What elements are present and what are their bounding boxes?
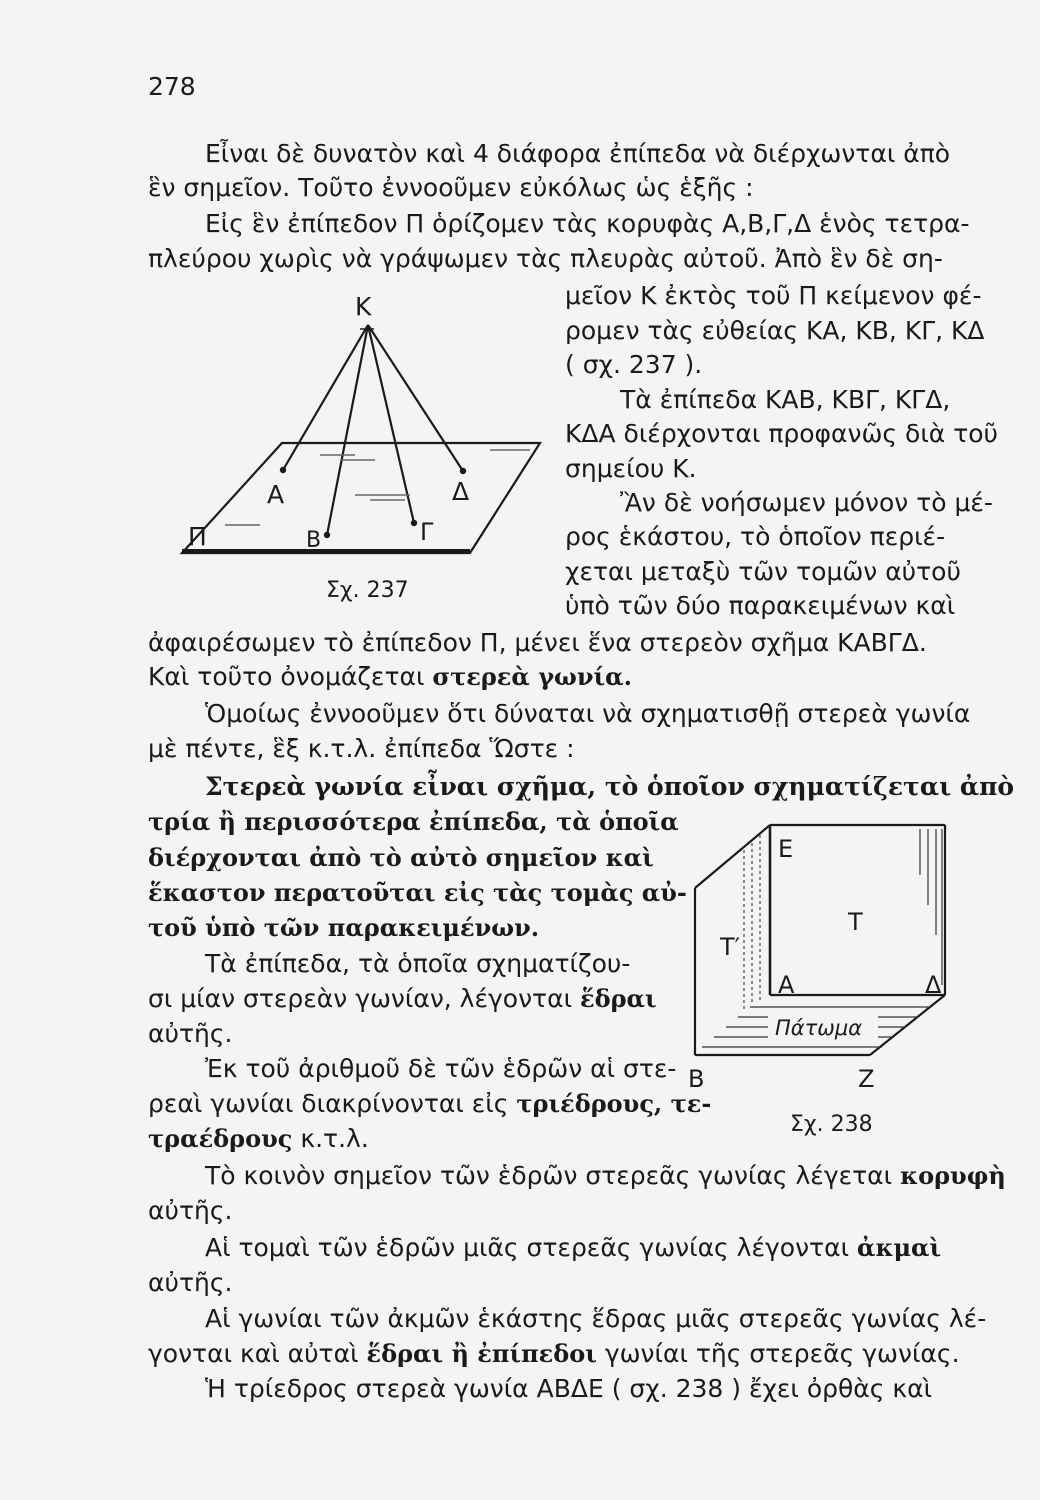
label-b: Β xyxy=(306,528,322,553)
text-line: Τὰ ἐπίπεδα, τὰ ὁποῖα σχηματίζου- xyxy=(205,949,631,978)
text-span: γωνίαι τῆς στερεᾶς γωνίας. xyxy=(604,1339,960,1368)
figure-238-caption: Σχ. 238 xyxy=(790,1112,873,1137)
text-line: μεῖον Κ ἐκτὸς τοῦ Π κείμενον φέ- xyxy=(565,281,982,310)
bold-term-vertex: κορυφὴ xyxy=(900,1161,1006,1190)
text-line: Εἶναι δὲ δυνατὸν καὶ 4 διάφορα ἐπίπεδα νὰ διέρχωνται ἀπὸ xyxy=(205,139,951,168)
text-line: ἀφαιρέσωμεν τὸ ἐπίπεδον Π, μένει ἕνα στερεὸν σχῆμα ΚΑΒΓΔ. xyxy=(148,628,927,657)
figure-237 xyxy=(170,285,560,585)
label-p: Π xyxy=(188,522,207,551)
label-g: Γ xyxy=(420,518,434,546)
figure-237-caption: Σχ. 237 xyxy=(326,578,409,603)
label-b: Β xyxy=(688,1065,705,1093)
text-span: Αἱ τομαὶ τῶν ἑδρῶν μιᾶς στερεᾶς γωνίας λέγονται xyxy=(205,1233,850,1262)
definition-line: τρία ἢ περισσότερα ἐπίπεδα, τὰ ὁποῖα xyxy=(148,807,679,836)
label-floor: Πάτωμα xyxy=(775,1016,863,1040)
text-span: γονται καὶ αὐταὶ xyxy=(148,1339,359,1368)
definition-line: διέρχονται ἀπὸ τὸ αὐτὸ σημεῖον καὶ xyxy=(148,843,654,872)
label-a: Α xyxy=(778,971,795,999)
definition-line: Στερεὰ γωνία εἶναι σχῆμα, τὸ ὁποῖον σχηματίζεται ἀπὸ xyxy=(205,772,1015,801)
text-line: Τὰ ἐπίπεδα ΚΑΒ, ΚΒΓ, ΚΓΔ, xyxy=(620,385,951,414)
text-line: μὲ πέντε, ἓξ κ.τ.λ. ἐπίπεδα Ὥστε : xyxy=(148,734,575,763)
text-span: Τὸ κοινὸν σημεῖον τῶν ἑδρῶν στερεᾶς γωνίας λέγεται xyxy=(205,1161,893,1190)
label-t: Τ xyxy=(848,908,863,936)
bold-term-edges: ἀκμαὶ xyxy=(856,1233,942,1262)
text-line: ΚΔΑ διέρχονται προφανῶς διὰ τοῦ xyxy=(565,419,999,448)
text-line: Ἂν δὲ νοήσωμεν μόνον τὸ μέ- xyxy=(620,488,993,517)
label-z: Ζ xyxy=(858,1065,875,1093)
definition-line: ἕκαστον περατοῦται εἰς τὰς τομὰς αὐ- xyxy=(148,878,687,907)
text-span: σι μίαν στερεὰν γωνίαν, λέγονται xyxy=(148,984,573,1013)
bold-term-tetrahedral: τραέδρους xyxy=(148,1124,293,1153)
text-line: Ἡ τρίεδρος στερεὰ γωνία ΑΒΔΕ ( σχ. 238 ) ἔχει ὀρθὰς καὶ xyxy=(205,1374,933,1403)
text-line: ( σχ. 237 ). xyxy=(565,350,703,379)
label-d: Δ xyxy=(925,971,942,999)
edge-ka xyxy=(283,325,368,470)
text-line-group xyxy=(148,983,657,1015)
edge-kd xyxy=(368,325,463,471)
text-line-group xyxy=(148,1338,960,1370)
text-line: Αἱ γωνίαι τῶν ἀκμῶν ἑκάστης ἕδρας μιᾶς στερεᾶς γωνίας λέ- xyxy=(205,1304,987,1333)
text-line-group xyxy=(148,1123,369,1155)
edge-kg xyxy=(368,325,414,523)
bold-term-solid-angle: στερεὰ γωνία. xyxy=(432,662,632,691)
label-e: Ε xyxy=(778,835,794,863)
text-line-group xyxy=(205,1232,941,1264)
text-line-group xyxy=(148,661,632,693)
page-number: 278 xyxy=(148,72,196,101)
label-a: Α xyxy=(267,480,285,509)
text-line: αὐτῆς. xyxy=(148,1019,233,1048)
label-t-prime: Τ′ xyxy=(720,933,741,961)
text-span: κ.τ.λ. xyxy=(300,1124,369,1153)
text-line: πλεύρου χωρὶς νὰ γράψωμεν τὰς πλευρὰς αὐτοῦ. Ἀπὸ ἓν δὲ ση- xyxy=(148,244,943,273)
text-line: αὐτῆς. xyxy=(148,1268,233,1297)
text-line: σημείου Κ. xyxy=(565,454,697,483)
bold-term-faces: ἕδραι xyxy=(580,984,657,1013)
text-line-group xyxy=(205,1160,1006,1192)
text-line: Εἰς ἓν ἐπίπεδον Π ὁρίζομεν τὰς κορυφὰς Α,Β,Γ,Δ ἑνὸς τετρα- xyxy=(205,209,970,238)
text-line: ρος ἑκάστου, τὸ ὁποῖον περιέ- xyxy=(565,522,946,551)
bold-term-plane-angles: ἕδραι ἢ ἐπίπεδοι xyxy=(366,1339,597,1368)
text-line: χεται μεταξὺ τῶν τομῶν αὐτοῦ xyxy=(565,557,961,586)
bold-term-trihedral: τριέδρους, τε- xyxy=(516,1089,712,1118)
label-k: Κ xyxy=(355,292,372,321)
edge-kb xyxy=(327,325,368,535)
text-line: Ὁμοίως ἐννοοῦμεν ὅτι δύναται νὰ σχηματισθῇ στερεὰ γωνία xyxy=(205,699,971,728)
text-span: ρεαὶ γωνίαι διακρίνονται εἰς xyxy=(148,1089,509,1118)
text-line: ὑπὸ τῶν δύο παρακειμένων καὶ xyxy=(565,591,956,620)
definition-line: τοῦ ὑπὸ τῶν παρακειμένων. xyxy=(148,913,540,942)
text-line: ἓν σημεῖον. Τοῦτο ἐννοοῦμεν εὐκόλως ὡς ἑξῆς : xyxy=(148,173,754,202)
text-line-group xyxy=(148,1088,711,1120)
text-line: ρομεν τὰς εὐθείας ΚΑ, ΚΒ, ΚΓ, ΚΔ xyxy=(565,316,985,345)
figure-238 xyxy=(680,815,980,1093)
text-span: Καὶ τοῦτο ὀνομάζεται xyxy=(148,662,425,691)
text-line: αὐτῆς. xyxy=(148,1196,233,1225)
text-line: Ἐκ τοῦ ἀριθμοῦ δὲ τῶν ἑδρῶν αἱ στε- xyxy=(205,1054,677,1083)
label-d: Δ xyxy=(452,477,470,506)
